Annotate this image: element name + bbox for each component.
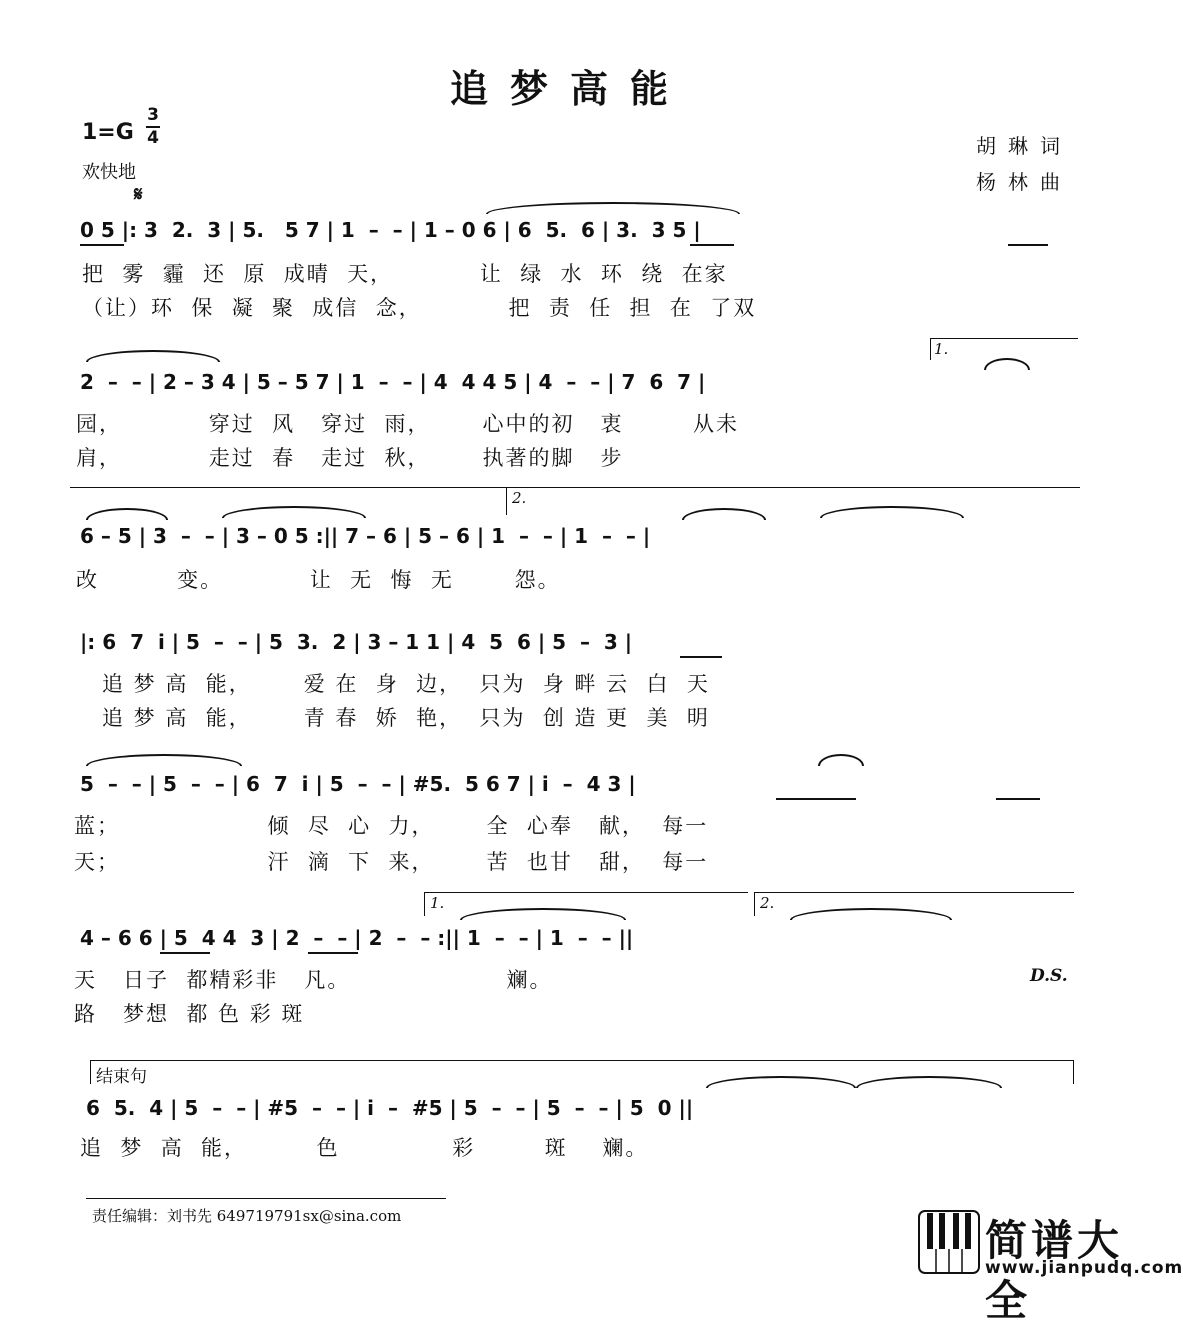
ending-label: 结束句 (96, 1067, 147, 1087)
lyricist-credit: 胡琳词 (976, 134, 1072, 158)
lyrics-row-3: 改 变。 让 无 悔 无 怨。 (76, 568, 561, 592)
volta-bracket (424, 892, 748, 893)
lyrics-row-6-verse-1: 天 日子 都精彩非 凡。 斓。 (74, 968, 553, 992)
tie (460, 908, 626, 920)
underline (160, 952, 210, 954)
lyrics-row-6-verse-2: 路 梦想 都 色 彩 斑 (74, 1002, 305, 1026)
ending-bracket (90, 1060, 91, 1084)
volta-1-label: 1. (934, 340, 949, 358)
tie (222, 506, 366, 518)
lyrics-row-5-verse-2: 天； 汗 滴 下 来， 苦 也甘 甜， 每一 (74, 850, 709, 874)
key-signature: 1=G (82, 120, 134, 145)
lyrics-row-4-verse-2: 追 梦 高 能， 青 春 娇 艳， 只为 创 造 更 美 明 (102, 706, 710, 730)
time-signature-bottom: 4 (147, 128, 159, 148)
notation-row-2: 2 – – | 2 – 3 4 | 5 – 5 7 | 1 – – | 4 4 4 5 | 4 – – | 7 6 7 | (80, 370, 706, 394)
piano-keys-icon (918, 1210, 980, 1274)
underline (680, 656, 722, 658)
volta-2-label: 2. (512, 489, 527, 507)
notation-row-3: 6 – 5 | 3 – – | 3 – 0 5 :|| 7 – 6 | 5 – 6 | 1 – – | 1 – – | (80, 524, 651, 548)
editor-credit: 责任编辑：刘书先 649719791sx@sina.com (92, 1207, 402, 1225)
ds-mark: D.S. (1030, 966, 1068, 986)
lyrics-row-1-verse-2: （让）环 保 凝 聚 成信 念， 把 责 任 担 在 了双 (82, 296, 757, 320)
volta-1-label-second: 1. (430, 894, 445, 912)
footer-divider (86, 1198, 446, 1199)
song-title: 追梦高能 (449, 66, 690, 111)
segno-icon: 𝄋 (134, 182, 143, 206)
tempo-marking: 欢快地 (82, 162, 136, 183)
slur (682, 508, 766, 520)
slur (86, 508, 168, 520)
ending-bracket (90, 1060, 1074, 1061)
slur (984, 358, 1030, 370)
lyrics-row-5-verse-1: 蓝； 倾 尽 心 力， 全 心奉 献， 每一 (74, 814, 709, 838)
lyrics-row-7: 追 梦 高 能， 色 彩 斑 斓。 (80, 1136, 649, 1160)
tie (856, 1076, 1002, 1088)
time-signature (146, 106, 160, 148)
tie (820, 506, 964, 518)
slur (818, 754, 864, 766)
volta-2-label-second: 2. (760, 894, 775, 912)
volta-bracket (506, 487, 507, 515)
notation-row-4: |: 6 7 i | 5 – – | 5 3. 2 | 3 – 1 1 | 4 5 6 | 5 – 3 | (80, 630, 633, 654)
underline (80, 244, 124, 246)
composer-credit: 杨林曲 (976, 170, 1072, 194)
tie (86, 754, 242, 766)
volta-bracket (424, 892, 425, 916)
lyrics-row-2-verse-1: 园， 穿过 风 穿过 雨， 心中的初 衷 从未 (76, 412, 739, 436)
site-name: 简谱大全 (985, 1216, 1124, 1325)
notation-row-1: 0 5 |: 3 2. 3 | 5. 5 7 | 1 – – | 1 – 0 6 | 6 5. 6 | 3. 3 5 | (80, 218, 701, 242)
ending-bracket (1073, 1060, 1074, 1084)
tie (706, 1076, 856, 1088)
notation-row-7: 6 5. 4 | 5 – – | #5 – – | i – #5 | 5 – – | 5 – – | 5 0 || (86, 1096, 694, 1120)
underline (690, 244, 734, 246)
site-url: www.jianpudq.com (985, 1258, 1183, 1278)
notation-row-6: 4 – 6 6 | 5 4 4 3 | 2 – – | 2 – – :|| 1 – – | 1 – – || (80, 926, 634, 950)
volta-bracket (70, 487, 1080, 488)
tie (86, 350, 220, 362)
tie (790, 908, 952, 920)
lyrics-row-2-verse-2: 肩， 走过 春 走过 秋， 执著的脚 步 (76, 446, 624, 470)
underline (996, 798, 1040, 800)
tie (486, 202, 740, 214)
volta-bracket (754, 892, 1074, 893)
volta-bracket (930, 338, 931, 360)
notation-row-5: 5 – – | 5 – – | 6 7 i | 5 – – | #5. 5 6 7 | i – 4 3 | (80, 772, 636, 796)
lyrics-row-4-verse-1: 追 梦 高 能， 爱 在 身 边， 只为 身 畔 云 白 天 (102, 672, 710, 696)
underline (1008, 244, 1048, 246)
volta-bracket (930, 338, 1078, 339)
volta-bracket (754, 892, 755, 916)
underline (776, 798, 856, 800)
lyrics-row-1-verse-1: 把 雾 霾 还 原 成晴 天， 让 绿 水 环 绕 在家 (82, 262, 728, 286)
time-signature-top: 3 (147, 105, 159, 125)
underline (308, 952, 358, 954)
